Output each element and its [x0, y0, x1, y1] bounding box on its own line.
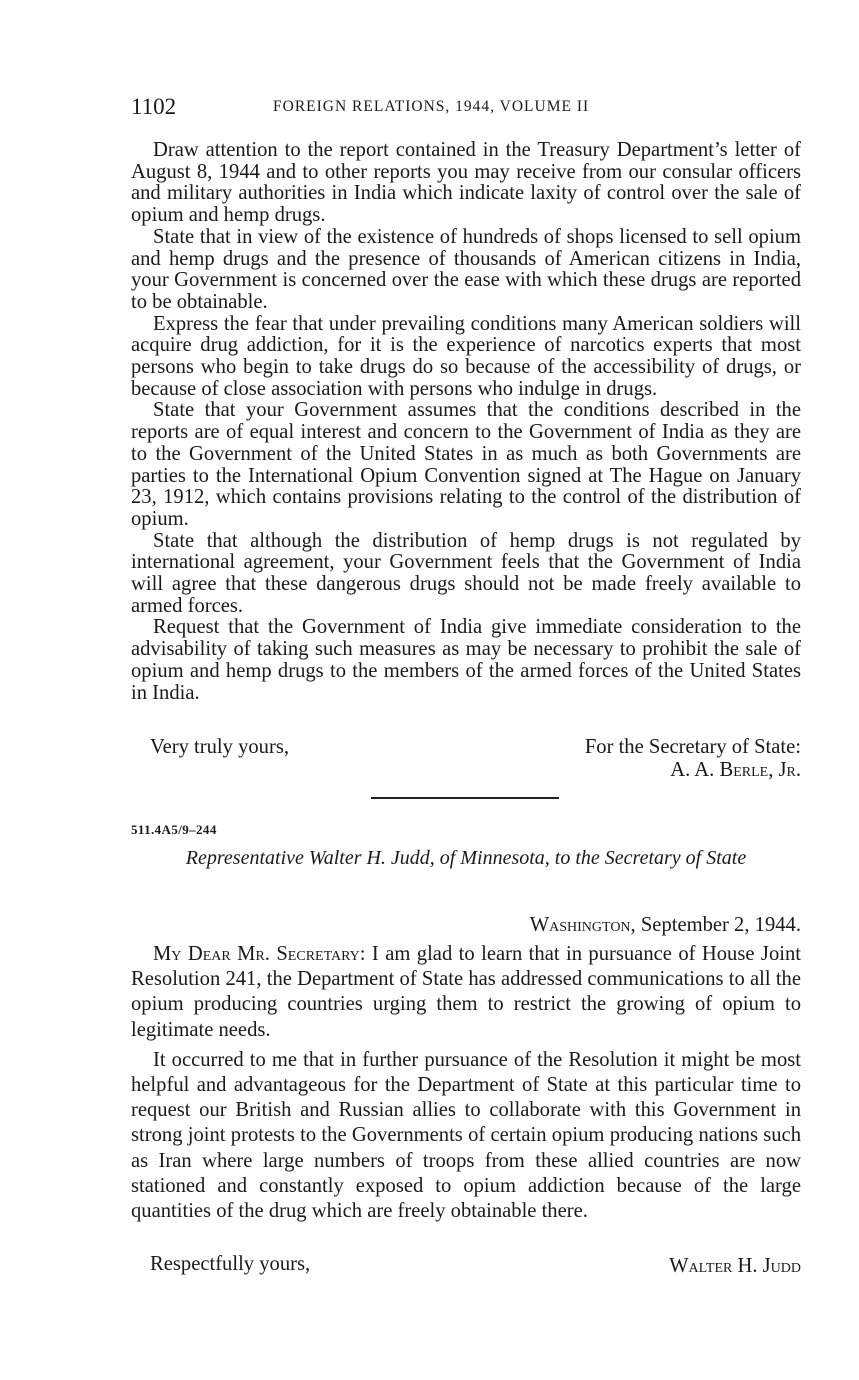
file-number: 511.4A5/9–244 [131, 822, 217, 837]
letter-signature: Walter H. Judd [669, 1255, 801, 1277]
document-heading: Representative Walter H. Judd, of Minnesota, to the Secretary of State [185, 847, 747, 869]
instruction-paragraph: State that in view of the existence of hundreds of shops licensed to sell opium and hemp drugs and the presence of thousands of American citizens in India, your Government is concerned over the ease with which these drugs are reported to be obtainable. [131, 225, 801, 313]
signature-block [585, 736, 801, 782]
instruction-paragraph: Draw attention to the report contained in the Treasury Department’s letter of August 8, 1944 and to other reports you may receive from our consular officers and military authorities in India which indicate laxity of control over the sale of opium and hemp drugs. [131, 139, 801, 227]
letter-paragraph [131, 942, 801, 1043]
for-secretary-line: For the Secretary of State: [584, 736, 801, 758]
letter-paragraph: It occurred to me that in further pursuance of the Resolution it might be most helpful and advantageous for the Department of State at this particular time to request our British and Russian allies to collaborate with this Government in strong joint protests to the Governments of certain opium producing nations such as Iran where large numbers of troops from these allied countries are now stationed and constantly exposed to opium addiction because of the large quantities of the drug which are freely obtainable there. [131, 1048, 801, 1223]
closing-salutation: Very truly yours, [150, 736, 289, 758]
page-header [131, 94, 801, 122]
letter-paragraph-text: : I am glad to learn that in pursuance of House Joint Resolution 241, the Department of State has addressed communications to all the opium producing countries urging them to restrict the growing of opium to legitimate needs. [131, 943, 801, 1041]
signature-name: A. A. Berle, Jr. [670, 759, 801, 781]
letter-body [131, 942, 801, 1224]
instruction-paragraphs [131, 140, 801, 704]
letter-salutation: My Dear Mr. Secretary [153, 943, 360, 965]
complimentary-close: Respectfully yours, [150, 1253, 311, 1275]
date: , September 2, 1944. [630, 914, 801, 936]
instruction-paragraph: Express the fear that under prevailing conditions many American soldiers will acquire drug addiction, for it is the experience of narcotics experts that most persons who begin to take drugs do so because of the accessibility of drugs, or because of close association with persons who indulge in drugs. [131, 312, 801, 400]
place-date-line [530, 914, 801, 937]
instruction-paragraph: Request that the Government of India give immediate consideration to the advisability of taking such measures as may be necessary to prohibit the sale of opium and hemp drugs to the members of the armed forces of the United States in India. [131, 616, 801, 704]
letter-signoff [131, 1253, 801, 1281]
page-number: 1102 [131, 94, 177, 119]
place: Washington [529, 914, 631, 936]
instruction-paragraph: State that although the distribution of hemp drugs is not regulated by international agreement, your Government feels that the Government of India will agree that these dangerous drugs should not be made freely available to armed forces. [131, 529, 801, 617]
running-title: FOREIGN RELATIONS, 1944, VOLUME II [273, 98, 590, 115]
instruction-paragraph: State that your Government assumes that the conditions described in the reports are of equal interest and concern to the Government of India as they are to the Government of the United States in as much as both Governments are parties to the International Opium Convention signed at The Hague on January 23, 1912, which contains provisions relating to the control of the distribution of opium. [131, 399, 801, 530]
section-divider [371, 797, 559, 799]
